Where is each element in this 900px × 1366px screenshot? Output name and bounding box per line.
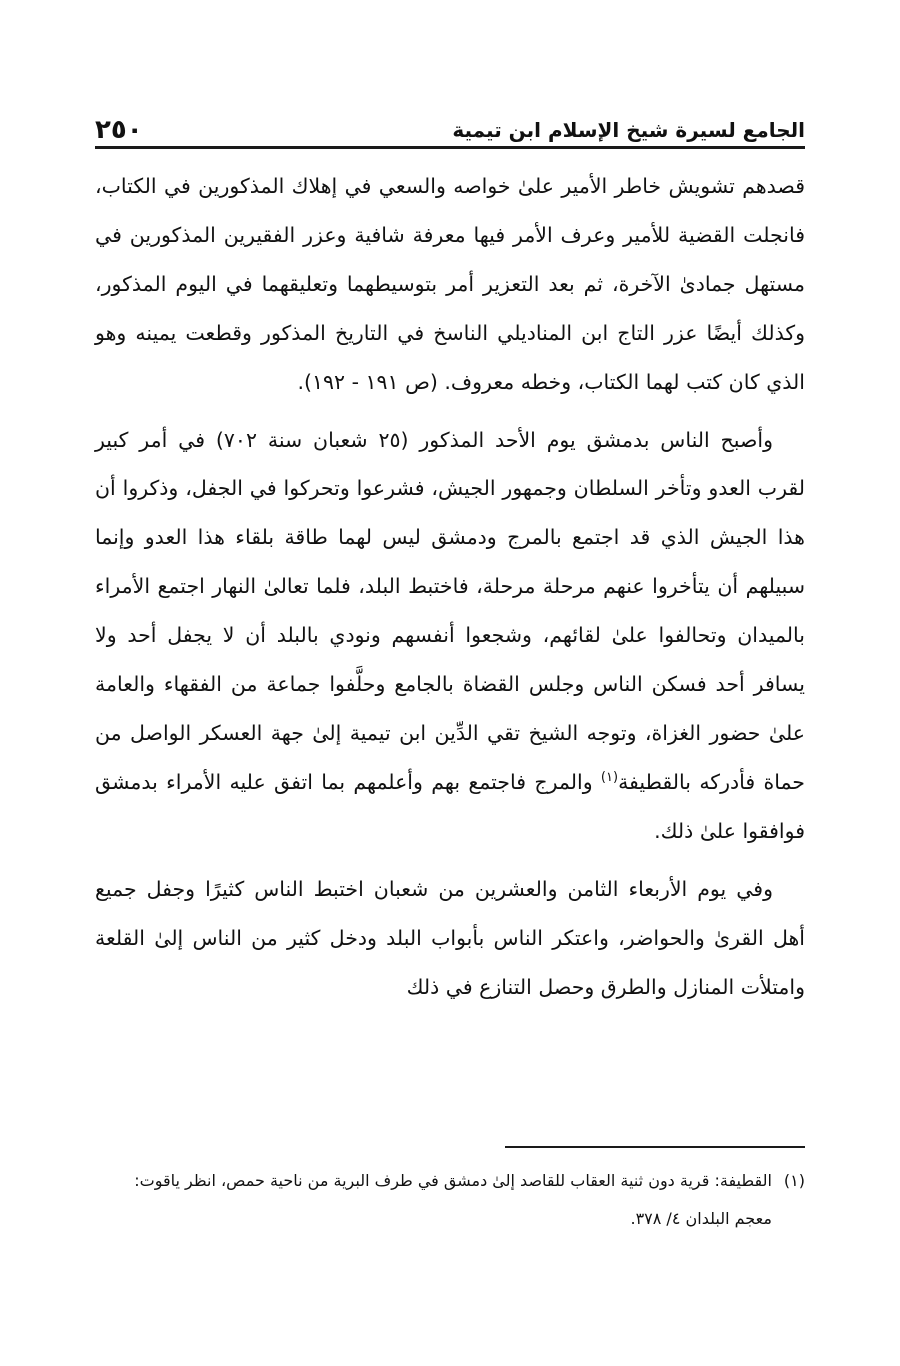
running-title: الجامع لسيرة شيخ الإسلام ابن تيمية (452, 118, 805, 142)
paragraph-1: قصدهم تشويش خاطر الأمير علىٰ خواصه والسعي في إهلاك المذكورين في الكتاب، فانجلت القضية للأمير وعرف الأمر فيها معرفة شافية وعزر الفقيرين المذكورين في مستهل جمادىٰ الآخرة، ثم بعد التعزير أمر بتوسيطهما وتعليقهما في اليوم المذكور، وكذلك أيضًا عزر التاج ابن المناديلي الناسخ في التاريخ المذكور وقطعت يمينه وهو الذي كان كتب لهما الكتاب، وخطه معروف. (ص ١٩١ - ١٩٢). (95, 174, 805, 394)
main-text (95, 162, 805, 1011)
footnote-number: (١) (783, 1171, 805, 1190)
paragraph-2-text-b: والمرج فاجتمع بهم وأعلمهم بما اتفق عليه الأمراء بدمشق فوافقوا علىٰ ذلك. (95, 769, 805, 843)
footnote-text: القطيفة: قرية دون ثنية العقاب للقاصد إلىٰ دمشق في طرف البرية من ناحية حمص، انظر ياقوت: معجم البلدان ٤/ ٣٧٨. (134, 1171, 772, 1228)
paragraph-3: وفي يوم الأربعاء الثامن والعشرين من شعبان اختبط الناس كثيرًا وجفل جميع أهل القرىٰ والحواضر، واعتكر الناس بأبواب البلد ودخل كثير من الناس إلىٰ القلعة وامتلأت المنازل والطرق وحصل التنازع في ذلك (95, 876, 805, 999)
header-rule (95, 146, 805, 149)
paragraph-2-text-a: وأصبح الناس بدمشق يوم الأحد المذكور (٢٥ شعبان سنة ٧٠٢) في أمر كبير لقرب العدو وتأخر السلطان وجمهور الجيش، فشرعوا وتحركوا في الجفل، وذكروا أن هذا الجيش الذي قد اجتمع بالمرج ودمشق ليس لهما طاقة بلقاء هذا العدو وإنما سبيلهم أن يتأخروا عنهم مرحلة مرحلة، فاختبط البلد، فلما تعالىٰ النهار اجتمع الأمراء بالميدان وتحالفوا علىٰ لقائهم، وشجعوا أنفسهم ونودي بالبلد أن لا يجفل أحد ولا يسافر أحد فسكن الناس وجلس القضاة بالجامع وحلَّفوا جماعة من الفقهاء والعامة علىٰ حضور الغزاة، وتوجه الشيخ تقي الدِّين ابن تيمية إلىٰ جهة العسكر الواصل من حماة فأدركه بالقطيفة (95, 427, 805, 794)
footnote-separator (505, 1146, 805, 1148)
running-header (95, 112, 805, 144)
paragraph-2 (95, 416, 805, 856)
footnote (95, 1162, 805, 1238)
page-number: ٢٥٠ (95, 115, 143, 145)
footnote-reference[interactable]: (١) (600, 770, 619, 786)
